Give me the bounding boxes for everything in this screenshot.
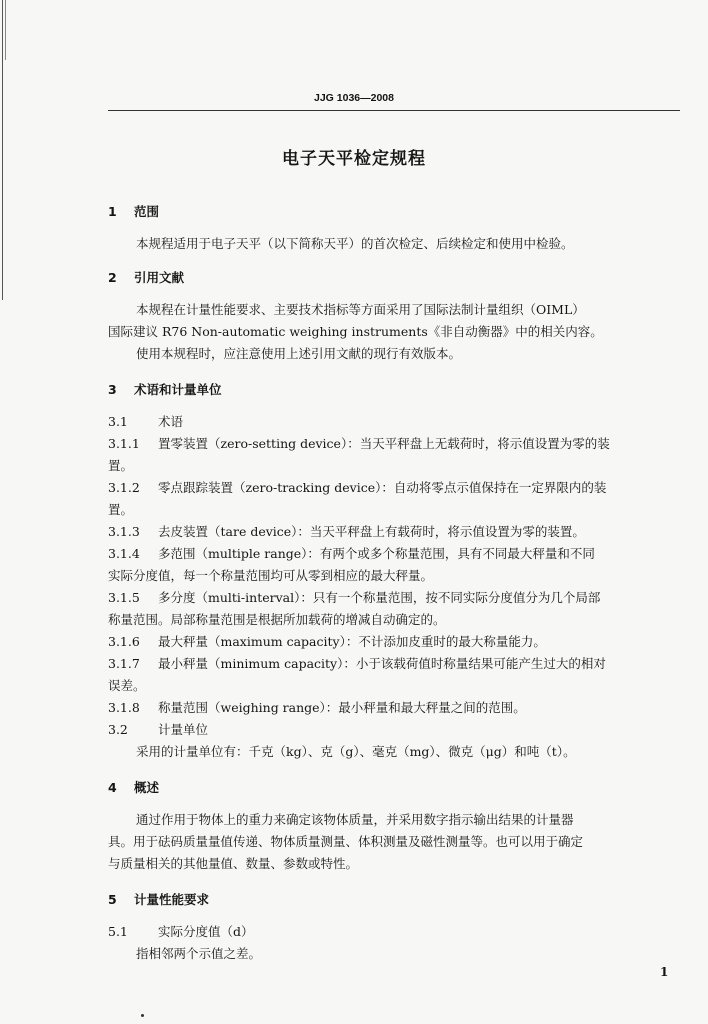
section-4-heading: 4 概述: [108, 780, 160, 795]
term-3-1-4-cont: 实际分度值，每一个称量范围均可从零到相应的最大秤量。: [108, 568, 434, 583]
term-3-1-4: 3.1.4 多范围（multiple range）：有两个或多个称量范围，具有不同最大秤量和不同: [108, 546, 595, 561]
document-title: 电子天平检定规程: [282, 149, 426, 169]
section-1-text: 本规程适用于电子天平（以下简称天平）的首次检定、后续检定和使用中检验。: [136, 236, 574, 251]
subsection-5-1-text: 指相邻两个示值之差。: [136, 946, 262, 961]
section-2-paragraph: 使用本规程时，应注意使用上述引用文献的现行有效版本。: [136, 346, 462, 361]
term-3-1-8: 3.1.8 称量范围（weighing range）：最小秤量和最大秤量之间的范围。: [108, 700, 526, 715]
scan-edge-line: [5, 0, 6, 60]
section-2-paragraph: 国际建议 R76 Non-automatic weighing instruments《非自动衡器》中的相关内容。: [108, 324, 603, 339]
section-4-paragraph: 通过作用于物体上的重力来确定该物体质量，并采用数字指示输出结果的计量器: [136, 812, 574, 827]
section-5-heading: 5 计量性能要求: [108, 892, 210, 907]
section-3-heading: 3 术语和计量单位: [108, 382, 222, 397]
term-3-1-5: 3.1.5 多分度（multi-interval）：只有一个称量范围，按不同实际分度值分为几个局部: [108, 590, 601, 605]
term-3-1-2: 3.1.2 零点跟踪装置（zero-tracking device）：自动将零点示值保持在一定界限内的装: [108, 480, 607, 495]
section-4-paragraph: 具。用于砝码质量量值传递、物体质量测量、体积测量及磁性测量等。也可以用于确定: [108, 834, 584, 849]
term-3-1-7-cont: 误差。: [108, 678, 146, 693]
term-3-1-7: 3.1.7 最小秤量（minimum capacity）：小于该载荷值时称量结果可能产生过大的相对: [108, 656, 606, 671]
scan-speck: [141, 1014, 144, 1017]
section-1-heading: 1 范围: [108, 204, 160, 219]
section-2-paragraph: 本规程在计量性能要求、主要技术指标等方面采用了国际法制计量组织（OIML）: [136, 302, 585, 317]
subsection-3-1: 3.1 术语: [108, 414, 184, 429]
section-2-heading: 2 引用文献: [108, 270, 185, 285]
page-number: 1: [660, 965, 669, 979]
subsection-3-2: 3.2 计量单位: [108, 722, 209, 737]
term-3-1-6: 3.1.6 最大秤量（maximum capacity）：不计添加皮重时的最大称量能力。: [108, 634, 546, 649]
subsection-3-2-text: 采用的计量单位有：千克（kg）、克（g）、毫克（mg）、微克（μg）和吨（t）。: [136, 744, 576, 759]
term-3-1-1: 3.1.1 置零装置（zero-setting device）：当天平秤盘上无载荷时，将示值设置为零的装: [108, 436, 610, 451]
term-3-1-1-cont: 置。: [108, 458, 134, 473]
term-3-1-5-cont: 称量范围。局部称量范围是根据所加载荷的增减自动确定的。: [108, 612, 446, 627]
section-4-paragraph: 与质量相关的其他量值、数量、参数或特性。: [108, 856, 359, 871]
term-3-1-2-cont: 置。: [108, 502, 134, 517]
header-rule: [108, 110, 680, 111]
running-header: JJG 1036—2008: [314, 92, 394, 104]
term-3-1-3: 3.1.3 去皮装置（tare device）：当天平秤盘上有载荷时，将示值设置为零的装置。: [108, 524, 585, 539]
subsection-5-1: 5.1 实际分度值（d）: [108, 924, 254, 939]
